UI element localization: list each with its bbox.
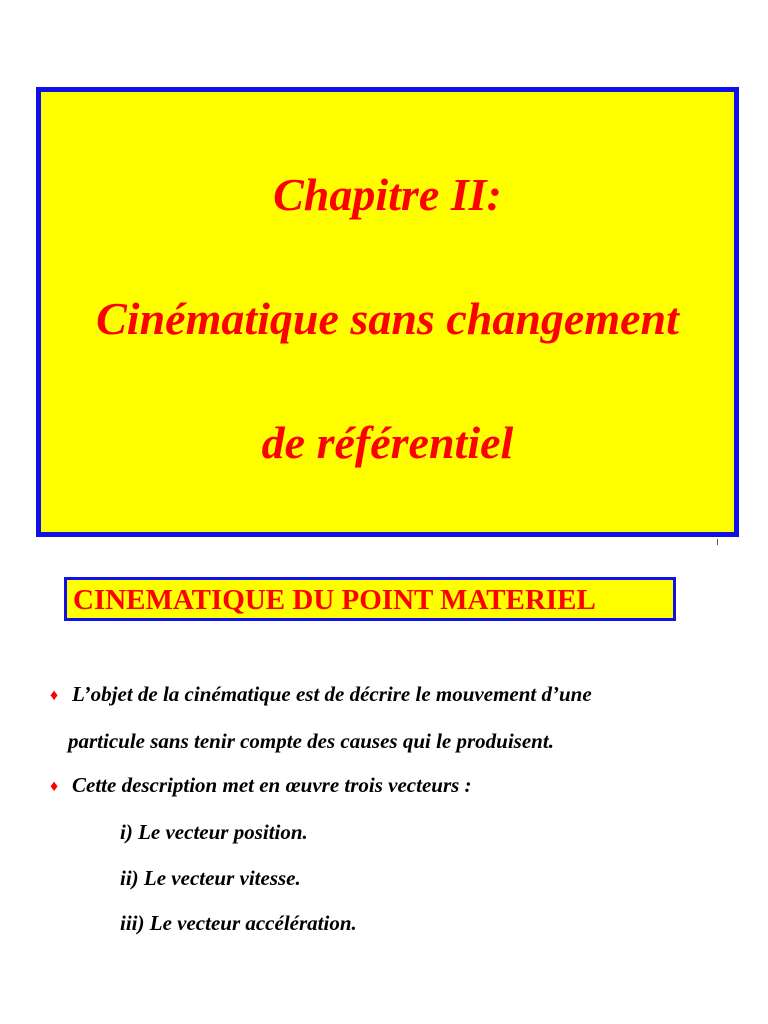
- paragraph-1-line-1: L’objet de la cinématique est de décrire le mouvement d’une: [72, 682, 592, 706]
- diamond-bullet-icon: ♦: [50, 687, 59, 704]
- section-heading-box: [64, 577, 676, 621]
- diamond-bullet-icon: ♦: [50, 778, 59, 795]
- paragraph-1-line-2: particule sans tenir compte des causes qui le produisent.: [68, 729, 554, 753]
- chapter-number: Chapitre II:: [273, 169, 502, 220]
- list-item-vitesse: ii) Le vecteur vitesse.: [120, 866, 301, 890]
- chapter-title-line-2: de référentiel: [261, 417, 514, 468]
- page-mark: [717, 539, 718, 545]
- section-heading: CINEMATIQUE DU POINT MATERIEL: [73, 584, 596, 616]
- chapter-title-box: [36, 87, 739, 537]
- list-item-position: i) Le vecteur position.: [120, 820, 308, 844]
- list-item-acceleration: iii) Le vecteur accélération.: [120, 911, 357, 935]
- paragraph-2-line-1: Cette description met en œuvre trois vecteurs :: [72, 773, 472, 797]
- chapter-title-line-1: Cinématique sans changement: [96, 293, 679, 344]
